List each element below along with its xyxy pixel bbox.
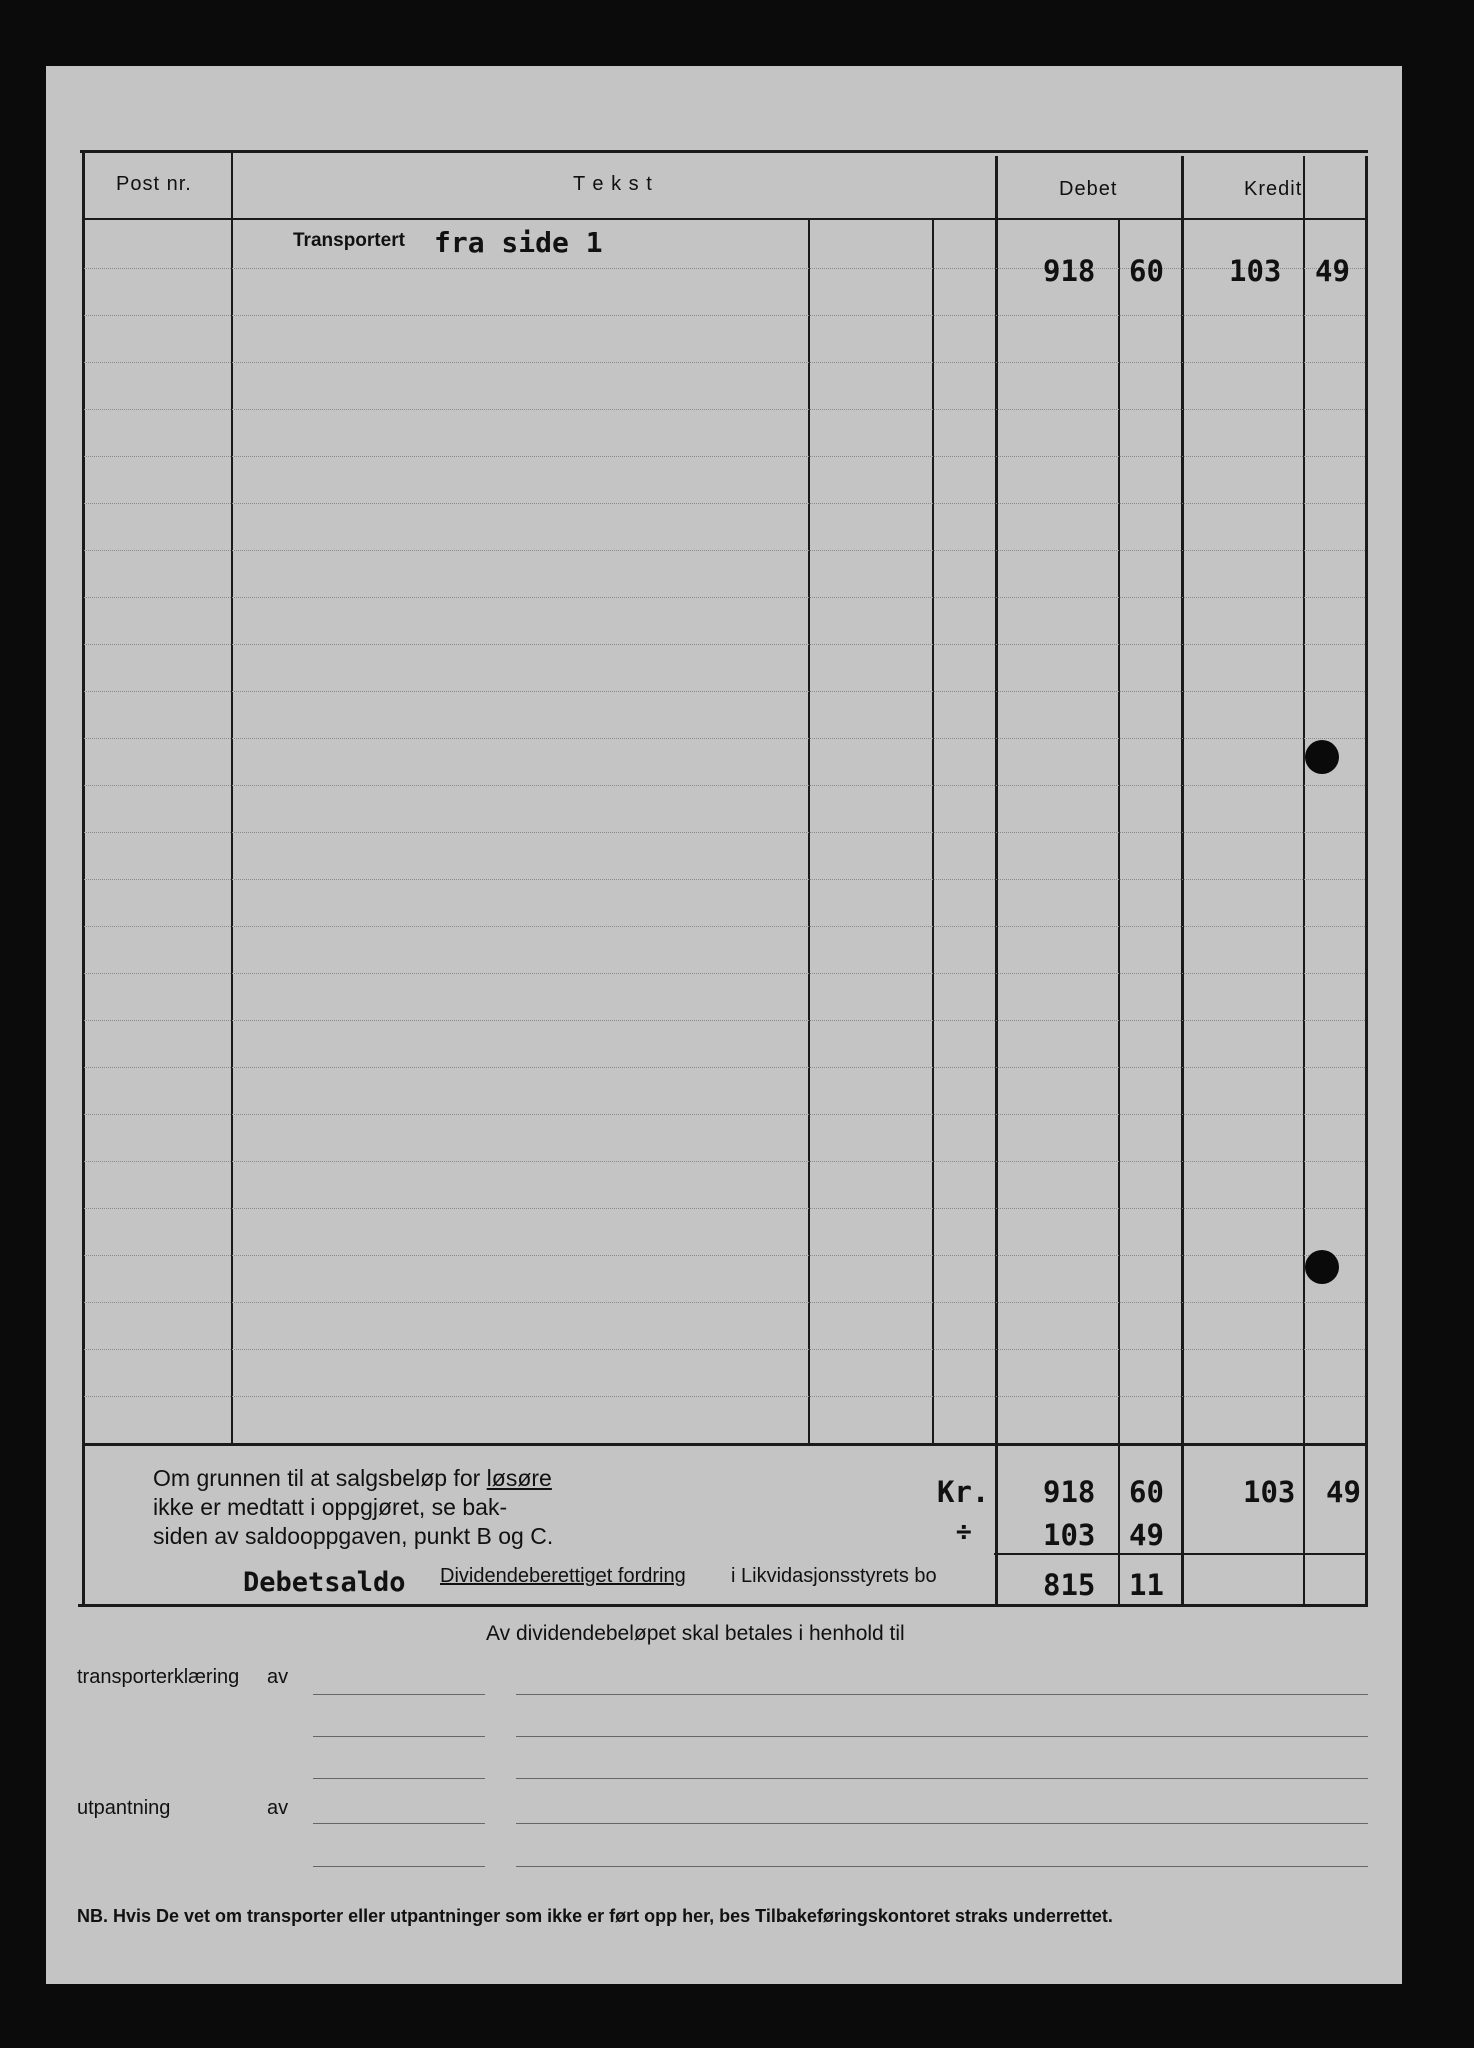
note-line-1 bbox=[153, 1463, 552, 1493]
utpantning-av-label: av bbox=[267, 1797, 289, 1819]
header-bottom-rule bbox=[82, 218, 1368, 220]
table-left-border bbox=[82, 150, 85, 1606]
ruled-row-line bbox=[84, 1349, 1365, 1350]
ruled-row-line bbox=[84, 1114, 1365, 1115]
fill-in-line bbox=[313, 1823, 485, 1824]
note-line-2: ikke er medtatt i oppgjøret, se bak- bbox=[153, 1494, 508, 1520]
ruled-row-line bbox=[84, 315, 1365, 316]
post-nr-header: Post nr. bbox=[116, 173, 192, 195]
ruled-row-line bbox=[84, 738, 1365, 739]
ruled-row-line bbox=[84, 1302, 1365, 1303]
ruled-row-line bbox=[84, 503, 1365, 504]
fill-in-line bbox=[313, 1866, 485, 1867]
note-underlined-word: løsøre bbox=[486, 1465, 552, 1491]
deduct-kr: 103 bbox=[1043, 1518, 1096, 1552]
ruled-row-line bbox=[84, 1020, 1365, 1021]
note-line-1-text: Om grunnen til at salgsbeløp for bbox=[153, 1465, 481, 1491]
saldo-ore: 11 bbox=[1129, 1568, 1164, 1602]
fill-in-line bbox=[313, 1736, 485, 1737]
entry-debet-kr: 918 bbox=[1043, 254, 1096, 288]
punch-hole-upper bbox=[1305, 740, 1339, 774]
ruled-row-line bbox=[84, 362, 1365, 363]
total-debet-kr: 918 bbox=[1043, 1475, 1096, 1509]
table-right-border bbox=[1365, 156, 1368, 1606]
ruled-row-line bbox=[84, 1161, 1365, 1162]
ruled-row-line bbox=[84, 926, 1365, 927]
ruled-row-line bbox=[84, 785, 1365, 786]
total-kredit-ore: 49 bbox=[1326, 1475, 1361, 1509]
ruled-row-line bbox=[84, 1067, 1365, 1068]
table-top-rule bbox=[80, 150, 1368, 153]
ruled-row-line bbox=[84, 973, 1365, 974]
footer-instruction: Av dividendebeløpet skal betales i henhold til bbox=[486, 1622, 905, 1645]
col-divider-debet bbox=[995, 156, 998, 1606]
col-divider-debet-ore bbox=[1118, 220, 1120, 1606]
fill-in-line bbox=[313, 1694, 485, 1695]
debetsaldo-label: Debetsaldo bbox=[243, 1567, 406, 1598]
fill-in-line bbox=[516, 1694, 1368, 1695]
transport-declaration-label: transporterklæring bbox=[77, 1666, 240, 1688]
saldo-kr: 815 bbox=[1043, 1568, 1096, 1602]
entry-kredit-kr: 103 bbox=[1229, 254, 1282, 288]
ruled-row-line bbox=[84, 879, 1365, 880]
ruled-row-line bbox=[84, 597, 1365, 598]
punch-hole-lower bbox=[1305, 1250, 1339, 1284]
transport-from: fra side 1 bbox=[434, 226, 603, 259]
nb-note: NB. Hvis De vet om transporter eller utpantninger som ikke er ført opp her, bes Tilbakeføringskontoret straks underrettet. bbox=[77, 1906, 1113, 1926]
total-debet-ore: 60 bbox=[1129, 1475, 1164, 1509]
transport-label: Transportert bbox=[293, 230, 405, 251]
fill-in-line bbox=[516, 1736, 1368, 1737]
debet-header: Debet bbox=[1059, 178, 1118, 200]
body-bottom-rule bbox=[82, 1443, 1368, 1446]
fill-in-line bbox=[516, 1866, 1368, 1867]
note-line-3: siden av saldooppgaven, punkt B og C. bbox=[153, 1523, 554, 1549]
dividend-text: Dividendeberettiget fordring bbox=[440, 1565, 686, 1587]
minus-sign: ÷ bbox=[956, 1517, 972, 1547]
ruled-row-line bbox=[84, 1208, 1365, 1209]
ruled-row-line bbox=[84, 691, 1365, 692]
col-divider-post bbox=[231, 150, 233, 1444]
ruled-row-line bbox=[84, 1396, 1365, 1397]
ruled-row-line bbox=[84, 550, 1365, 551]
ruled-row-line bbox=[84, 1255, 1365, 1256]
entry-kredit-ore: 49 bbox=[1315, 254, 1350, 288]
tekst-header: T e k s t bbox=[573, 173, 653, 195]
transport-av-label: av bbox=[267, 1666, 289, 1688]
ruled-row-line bbox=[84, 409, 1365, 410]
utpantning-label: utpantning bbox=[77, 1797, 171, 1819]
form-page bbox=[46, 66, 1402, 1984]
deduct-ore: 49 bbox=[1129, 1518, 1164, 1552]
kr-label: Kr. bbox=[937, 1475, 990, 1509]
ruled-row-line bbox=[84, 644, 1365, 645]
entry-debet-ore: 60 bbox=[1129, 254, 1164, 288]
fill-in-line bbox=[313, 1778, 485, 1779]
ruled-row-line bbox=[84, 832, 1365, 833]
summary-bottom-rule bbox=[78, 1604, 1368, 1607]
fill-in-line bbox=[516, 1823, 1368, 1824]
col-divider-kredit bbox=[1181, 156, 1184, 1606]
total-kredit-kr: 103 bbox=[1243, 1475, 1296, 1509]
ruled-row-line bbox=[84, 456, 1365, 457]
fill-in-line bbox=[516, 1778, 1368, 1779]
col-divider-kredit-ore bbox=[1303, 156, 1305, 1606]
kredit-header: Kredit bbox=[1244, 178, 1303, 200]
ruled-row-line bbox=[84, 268, 1365, 269]
likvidasjon-text: i Likvidasjonsstyrets bo bbox=[731, 1565, 937, 1587]
